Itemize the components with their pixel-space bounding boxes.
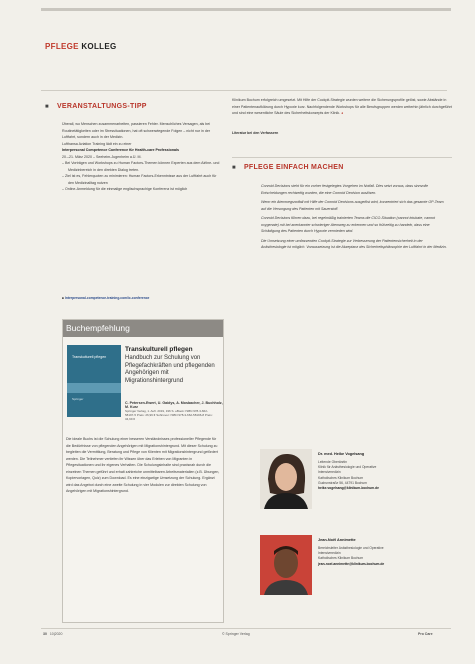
book-header: Buchempfehlung bbox=[63, 320, 223, 337]
tipp-body: Überall, wo Menschen zusammenarbeiten, passieren Fehler. Menschliches Versagen, als bei Routinetätigkeiten oder im Stressituationen, hat oft schwerwiegende Folgen – nicht nur in der Luftfahrt, sondern auch in der Medizin. Lufthansa Aviation Training lädt ein zu einer Interpersonal Competence Conference für Health-care Professionals 20.–21. März 2020 – Seeheim-Jugenheim a.Ü. M. – Bei Vorträgen und Workshops zu Human Factors-Themen können Experten aus dem Airline- und Medizinbereich in den direkten Dialog treten. – Ziel ist es, Fehlerquoten zu minimieren: Human Factors-Erkenntnisse aus der Luftfahrt auch für den Medizinalltag nutzen – Online-Anmeldung für die einmalige englischsprachige Konferenz ist möglich bbox=[62, 121, 222, 193]
author-info bbox=[318, 546, 448, 567]
tipp-event-date: 20.–21. März 2020 – Seeheim-Jugenheim a.Ü. M. bbox=[62, 154, 142, 159]
book-meta: Springer Verlag, 1. Aufl. 2019, 196 S. eBook: ISBN 978-3-662-58197-5 Preis: 26,99 € Softcover: ISBN 978-3-662-58196-8 Preis: 34,99 € bbox=[125, 409, 213, 421]
book-title: Transkulturell pflegen bbox=[125, 346, 193, 353]
footer-left bbox=[43, 632, 62, 636]
book-subtitle: Handbuch zur Schulung von Pflegefachkräften und pflegenden Angehörigen mit Migrationshintergrund bbox=[125, 355, 215, 384]
author-name: Dr. med. Heike Vogelsang bbox=[318, 452, 365, 456]
issue-number: 10|2020 bbox=[49, 632, 63, 636]
book-box bbox=[62, 319, 224, 623]
tipp-intro: Lufthansa Aviation Training lädt ein zu einer bbox=[62, 141, 132, 146]
publisher: © Springer Verlag bbox=[222, 632, 250, 636]
flag-icon: ■ bbox=[232, 164, 236, 171]
author-line: Bereichsleiter Anästhesiologie und Operative bbox=[318, 546, 384, 550]
continued-paragraph: Klinikum Bochum erfolgreich umgesetzt. Mit Hilfe der Cockpit-Strategie wurden weitere die Sicherungsprofile gelöst, sowie Abstände in einer Patientenaufklärung durch Hypoxie kurz. Nachfolgendende Workshops für alle Berufsgruppen werden weiterhin jährlich durchgeführt und sind eine wesentliche Säule des Sicherheitskonzepts der Klinik. bbox=[232, 98, 452, 115]
end-arrow-icon: ◂ bbox=[341, 111, 343, 115]
tipp-event-name: Interpersonal Competence Conference für Health-care Professionals bbox=[62, 148, 180, 152]
book-cover-publisher: Springer bbox=[72, 397, 84, 401]
author-info bbox=[318, 460, 448, 491]
einfach-paragraph: Die Umsetzung einer umfassenden Cockpit-Strategie zur Verbesserung der Patientensicherheit in der Anästhesiologie ist möglich. Voraussetzung ist die Akzeptanz des Sicherheitsphilosophie der Luftfahrt in der Medizin. bbox=[261, 238, 447, 249]
tipp-link-text[interactable]: Interpersonal-competence-training.com/ic-conference bbox=[64, 296, 150, 300]
portrait-illustration bbox=[260, 535, 312, 595]
top-bar bbox=[41, 8, 451, 11]
author-line: Klinik für Anästhesiologie und Operative bbox=[318, 465, 377, 470]
author-photo-annimette bbox=[260, 535, 312, 595]
author-email[interactable]: jean-noel.annimette@klinikum-bochum.de bbox=[318, 561, 385, 566]
author-line: Intensivmedizin bbox=[318, 551, 341, 556]
literature-note: Literatur bei den Verfassern bbox=[232, 131, 279, 135]
tipp-paragraph: Überall, wo Menschen zusammenarbeiten, passieren Fehler. Menschliches Versagen, als bei Routinetätigkeiten oder im Stressituationen, hat oft schwerwiegende Folgen – nicht nur in der Luftfahrt, sondern auch in der Medizin. bbox=[62, 122, 211, 139]
einfach-title: PFLEGE EINFACH MACHEN bbox=[243, 164, 344, 171]
book-cover-band bbox=[67, 383, 121, 393]
book-cover-title: Transkulturell pflegen bbox=[72, 355, 107, 359]
author-email[interactable]: heike.vogelsang@klinikum-bochum.de bbox=[318, 486, 379, 491]
einfach-paragraph: Wenn ein Atemwegsnotfall mit Hilfe der Conroid Decisions ausgelöst wird, konzentriert sich das gesamte OP-Team auf die Versorgung des Patienten mit Sauerstoff. bbox=[261, 200, 444, 211]
book-description: Die ideale Buchs ist die Schulung einer besseren Verständnisses professioneller Pflegende für die Bedürfnisse von pflegenden Angehörigen mit Migrationshintergrund. Mit dieser Schulung zu begleiten die Vermittlung, Beratung und Pflege von Klienten mit Migrationshintergrund gefördert werden. Die Teilnehmer vertiefen ihr Wissen über das Erleben von Migranten in Pflegesituationen und ihr eigenes Verhalten. Die Schulungsinhalte sind praxisnah durch die einzelnen Themen geführt und erhalt zahlreiche unmittelbaren Arbeitsmaterialien (z.B. Übungen, Kopiervorlagen, Quiz) zum Download. Es eine einzigartige Umsetzung der Schulung. Ergänzt wird das Angebot durch eine zweite Schulung in vier Modulen zur direkten Schulung von Angehörigen mit Migrationshintergrund. bbox=[66, 437, 220, 493]
einfach-paragraph: Conroid Decisions steht für ein vorher festgelegtes Vorgehen im Notfall. Dies setzt voraus, dass sinnvolle Entscheidungen rechtzeitig wurden, die eine Conroid Decision auslösen. bbox=[261, 184, 429, 195]
author-line: Intensivmedizin bbox=[318, 470, 341, 475]
author-line: Katholisches Klinikum Bochum bbox=[318, 556, 364, 561]
tipp-bullet: Ziel ist es, Fehlerquoten zu minimieren: Human Factors-Erkenntnisse aus der Luftfahrt auch für den Medizinalltag nutzen bbox=[65, 174, 217, 185]
author-line: Gudrunstraße 56, 44791 Bochum bbox=[318, 480, 367, 485]
book-cover bbox=[67, 345, 121, 417]
footer-rule bbox=[41, 628, 451, 629]
section-label-red: PFLEGE bbox=[45, 42, 79, 51]
tipp-heading bbox=[45, 103, 147, 110]
column-rule bbox=[232, 157, 452, 158]
author-photo-vogelsang bbox=[260, 449, 312, 509]
author-line: Katholisches Klinikum Bochum bbox=[318, 475, 364, 480]
tipp-title: VERANSTALTUNGS-TIPP bbox=[56, 103, 147, 110]
tipp-bullet: Online-Anmeldung für die einmalige englischsprachige Konferenz ist möglich bbox=[65, 187, 188, 191]
flag-icon: ■ bbox=[45, 103, 49, 110]
journal-name: Pro Care bbox=[418, 632, 433, 636]
portrait-illustration bbox=[260, 449, 312, 509]
einfach-body bbox=[261, 183, 447, 251]
continued-text bbox=[232, 97, 452, 117]
page-number: 30 bbox=[43, 632, 47, 636]
top-rule bbox=[41, 90, 447, 91]
author-name: Jean-Noël Annimette bbox=[318, 538, 356, 542]
tipp-link[interactable]: ■ Interpersonal-competence-training.com/ic-conference bbox=[62, 296, 150, 300]
section-label-dark: KOLLEG bbox=[81, 42, 117, 51]
einfach-paragraph: Conroid Decisions führen dazu, bei regelmäßig trainierten Teams die CICO-Situation (cannot intubate, cannot oxygenate) mit bei anerkannter schwieriger Atemweg zu erkennen und so frühzeitig zu handeln, dass eine Schädigung des Patienten durch Hypoxie vermieden wird. bbox=[261, 216, 436, 233]
tipp-bullet: Bei Vorträgen und Workshops zu Human Factors-Themen können Experten aus dem Airline- und Medizinbereich in den direkten Dialog treten. bbox=[65, 161, 220, 172]
einfach-heading bbox=[232, 164, 344, 171]
book-authors: C. Petersen-Ewert, U. Gaidys, A. Mosbacher, J. Buchholz, M. Kurz bbox=[125, 401, 223, 409]
section-label bbox=[45, 42, 116, 51]
author-line: Leitende Oberärztin bbox=[318, 460, 347, 464]
